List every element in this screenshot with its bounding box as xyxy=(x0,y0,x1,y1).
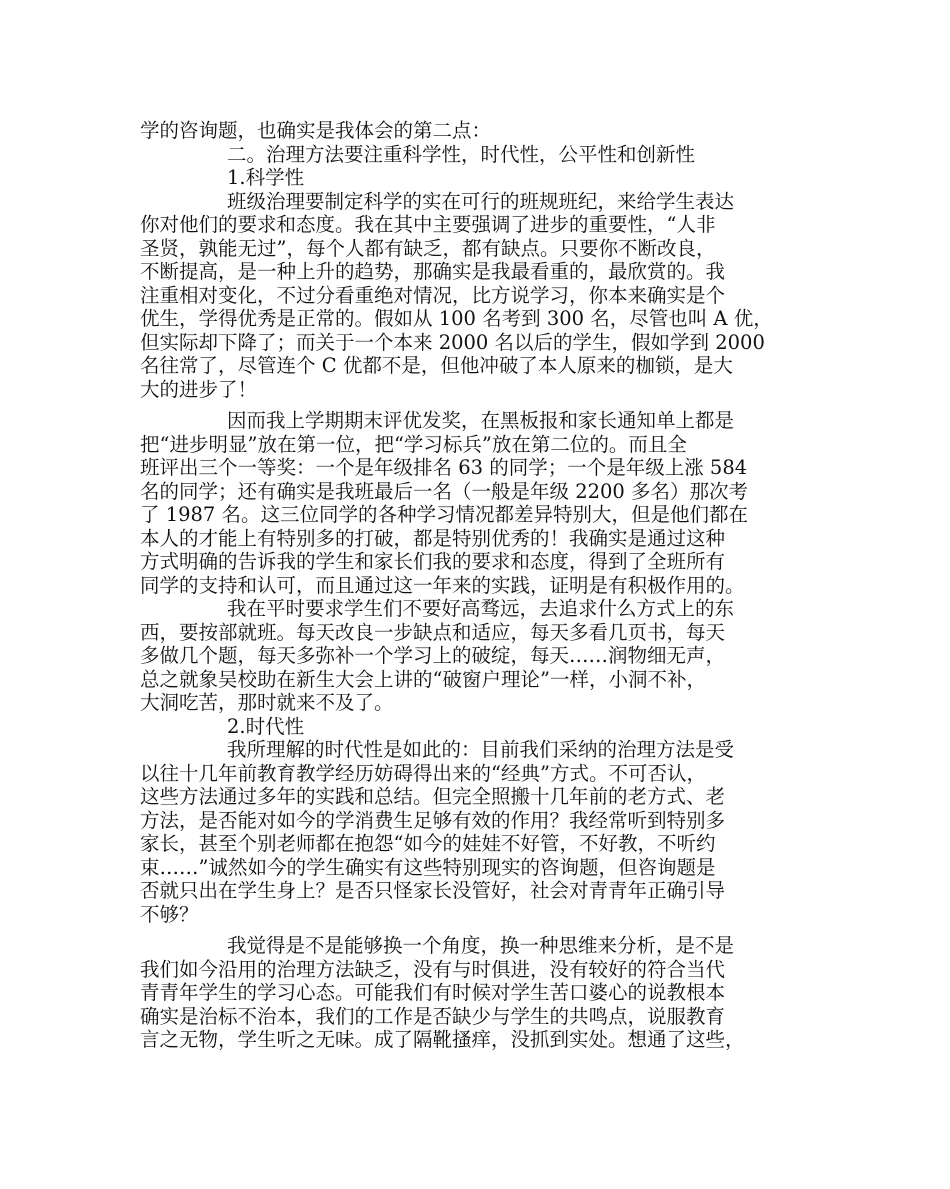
subheading-line: 1.科学性 xyxy=(227,166,305,189)
text-line: 束……”诚然如今的学生确实有这些特别现实的咨询题，但咨询题是 xyxy=(140,855,716,879)
section-heading xyxy=(140,143,820,167)
text-line: 青青年学生的学习心态。可能我们有时候对学生苦口婆心的说教根本 xyxy=(140,981,726,1004)
text-line: 班级治理要制定科学的实在可行的班规班纪，来给学生表达 xyxy=(227,189,735,213)
text-line: 你对他们的要求和态度。我在其中主要强调了进步的重要性，“人非 xyxy=(140,213,716,236)
text-line: 家长，甚至个别老师都在抱怨“如今的娃娃不好管，不好教，不听约 xyxy=(140,832,716,855)
text-line: 我们如今沿用的治理方法缺乏，没有与时俱进，没有较好的符合当代 xyxy=(140,957,726,981)
text-line: 这些方法通过多年的实践和总结。但完全照搬十几年前的老方式、老 xyxy=(140,785,726,808)
text-line: 我所理解的时代性是如此的：目前我们采纳的治理方法是受 xyxy=(227,738,735,761)
text-line: 优生，学得优秀是正常的。假如从 100 名考到 300 名，尽管也叫 A 优， xyxy=(140,307,773,330)
subsection-heading-contemporary xyxy=(140,715,820,739)
text-line: 大的进步了！ xyxy=(140,377,258,401)
document-page xyxy=(140,119,820,1052)
text-line: 以往十几年前教育教学经历妨碍得出来的“经典”方式。不可否认， xyxy=(140,761,706,785)
text-line: 注重相对变化，不过分看重绝对情况，比方说学习，你本来确实是个 xyxy=(140,283,726,307)
text-line: 因而我上学期期末评优发奖，在黑板报和家长通知单上都是 xyxy=(227,409,735,432)
text-line: 名的同学；还有确实是我班最后一名（一般是年级 2200 多名）那次考 xyxy=(140,479,749,503)
text-line: 方式明确的告诉我的学生和家长们我的要求和态度，得到了全班所有 xyxy=(140,550,726,573)
text-line: 方法，是否能对如今的学消费生足够有效的作用？我经常听到特别多 xyxy=(140,808,726,832)
paragraph xyxy=(140,597,820,715)
paragraph-continuation xyxy=(140,119,820,143)
text-line: 把“进步明显”放在第一位，把“学习标兵”放在第二位的。而且全 xyxy=(140,432,687,456)
text-line: 本人的才能上有特别多的打破，都是特别优秀的！我确实是通过这种 xyxy=(140,526,726,550)
text-line: 了 1987 名。这三位同学的各种学习情况都差异特别大，但是他们都在 xyxy=(140,503,749,526)
text-line: 我在平时要求学生们不要好高骛远，去追求什么方式上的东 xyxy=(227,597,735,620)
text-line: 确实是治标不治本，我们的工作是否缺少与学生的共鸣点，说服教育 xyxy=(140,1004,726,1028)
text-line: 同学的支持和认可，而且通过这一年来的实践，证明是有积极作用的。 xyxy=(140,573,745,597)
text-line: 班评出三个一等奖：一个是年级排名 63 的同学；一个是年级上涨 584 xyxy=(140,456,748,479)
subsection-heading-scientific xyxy=(140,166,820,190)
paragraph xyxy=(140,409,820,597)
paragraph xyxy=(140,738,820,926)
text-line: 学的咨询题，也确实是我体会的第二点： xyxy=(140,119,492,142)
text-line: 名往常了，尽管连个 C 优都不是，但他冲破了本人原来的枷锁，是大 xyxy=(140,354,733,377)
text-line: 总之就象吴校助在新生大会上讲的“破窗户理论”一样，小洞不补， xyxy=(140,667,706,691)
text-line: 多做几个题，每天多弥补一个学习上的破绽，每天……润物细无声， xyxy=(140,644,726,667)
text-line: 西，要按部就班。每天改良一步缺点和适应，每天多看几页书，每天 xyxy=(140,620,726,644)
text-line: 大洞吃苦，那时就来不及了。 xyxy=(140,691,394,714)
paragraph xyxy=(140,190,820,402)
text-line: 我觉得是不是能够换一个角度，换一种思维来分析，是不是 xyxy=(227,934,735,957)
paragraph xyxy=(140,934,820,1052)
text-line: 圣贤，孰能无过”，每个人都有缺乏，都有缺点。只要你不断改良， xyxy=(140,236,716,260)
text-line: 不断提高，是一种上升的趋势，那确实是我最看重的，最欣赏的。我 xyxy=(140,260,726,283)
heading-line: 二。治理方法要注重科学性，时代性，公平性和创新性 xyxy=(227,142,696,166)
text-line: 不够？ xyxy=(140,902,199,926)
subheading-line: 2.时代性 xyxy=(227,714,305,738)
text-line: 言之无物，学生听之无味。成了隔靴搔痒，没抓到实处。想通了这些， xyxy=(140,1028,745,1051)
text-line: 否就只出在学生身上？是否只怪家长没管好，社会对青青年正确引导 xyxy=(140,879,726,902)
text-line: 但实际却下降了；而关于一个本来 2000 名以后的学生，假如学到 2000 xyxy=(140,330,765,354)
